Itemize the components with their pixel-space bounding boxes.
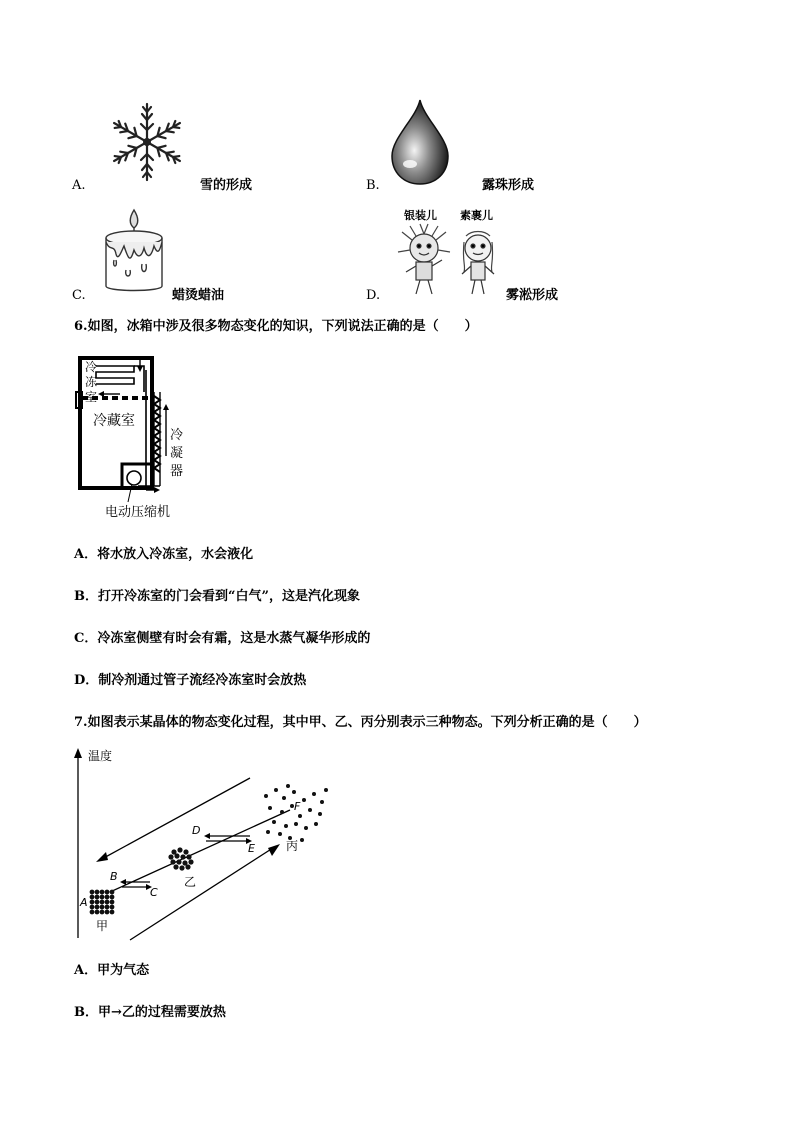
point-label-b: B xyxy=(110,870,118,883)
option-letter: C. xyxy=(72,288,86,303)
q6-option-c: C．冷冻室侧壁有时会有霜，这是水蒸气凝华形成的 xyxy=(74,631,371,646)
option-caption: 雪的形成 xyxy=(200,178,253,193)
q6-stem: 6.如图，冰箱中涉及很多物态变化的知识，下列说法正确的是（ ） xyxy=(74,319,478,334)
point-label-a: A xyxy=(80,896,88,909)
q6-option-a: A．将水放入冷冻室，水会液化 xyxy=(74,547,254,562)
state-change-diagram xyxy=(70,746,340,946)
q5-option-a xyxy=(72,98,272,198)
q5-option-b xyxy=(366,98,566,198)
water-drop-icon xyxy=(388,98,452,186)
condenser-label-2: 凝 xyxy=(170,446,184,461)
state-label-gas: 丙 xyxy=(286,839,299,853)
q6-option-b: B．打开冷冻室的门会看到“白气”，这是汽化现象 xyxy=(74,589,360,604)
option-letter: A. xyxy=(72,178,86,193)
point-label-f: F xyxy=(294,800,301,813)
q5-option-c xyxy=(72,204,272,304)
q6-option-d: D．制冷剂通过管子流经冷冻室时会放热 xyxy=(74,673,307,688)
option-caption: 露珠形成 xyxy=(482,178,535,193)
freezer-label-3: 室 xyxy=(85,390,98,404)
q7-stem: 7.如图表示某晶体的物态变化过程，其中甲、乙、丙分别表示三种物态。下列分析正确的是（ ） xyxy=(74,715,647,730)
condenser-label-3: 器 xyxy=(170,464,184,479)
q7-option-a: A．甲为气态 xyxy=(74,963,150,978)
snowflake-icon xyxy=(98,100,196,184)
axis-label-temperature: 温度 xyxy=(88,749,113,763)
condenser-label-1: 冷 xyxy=(170,428,184,443)
option-letter: D. xyxy=(366,288,381,303)
point-label-e: E xyxy=(248,842,255,855)
option-caption: 蜡烫蜡油 xyxy=(172,288,225,303)
option-letter: B. xyxy=(366,178,380,193)
freezer-label-2: 冻 xyxy=(85,375,98,389)
rime-figures-icon xyxy=(392,222,508,298)
point-label-d: D xyxy=(192,824,201,837)
figure-label-right: 素裹儿 xyxy=(460,209,493,222)
compressor-label: 电动压缩机 xyxy=(105,505,171,520)
state-label-liquid: 乙 xyxy=(184,875,197,889)
q5-option-d xyxy=(366,204,586,304)
solid-particles xyxy=(90,890,115,915)
gas-particles xyxy=(264,784,328,842)
freezer-label-1: 冷 xyxy=(85,360,98,374)
figure-label-left: 银装儿 xyxy=(404,209,437,222)
option-caption: 雾淞形成 xyxy=(506,288,559,303)
point-label-c: C xyxy=(150,886,158,899)
fridge-label: 冷藏室 xyxy=(93,413,135,429)
q7-option-b: B．甲→乙的过程需要放热 xyxy=(74,1005,226,1020)
candle-icon xyxy=(98,206,170,298)
state-label-solid: 甲 xyxy=(96,919,109,933)
